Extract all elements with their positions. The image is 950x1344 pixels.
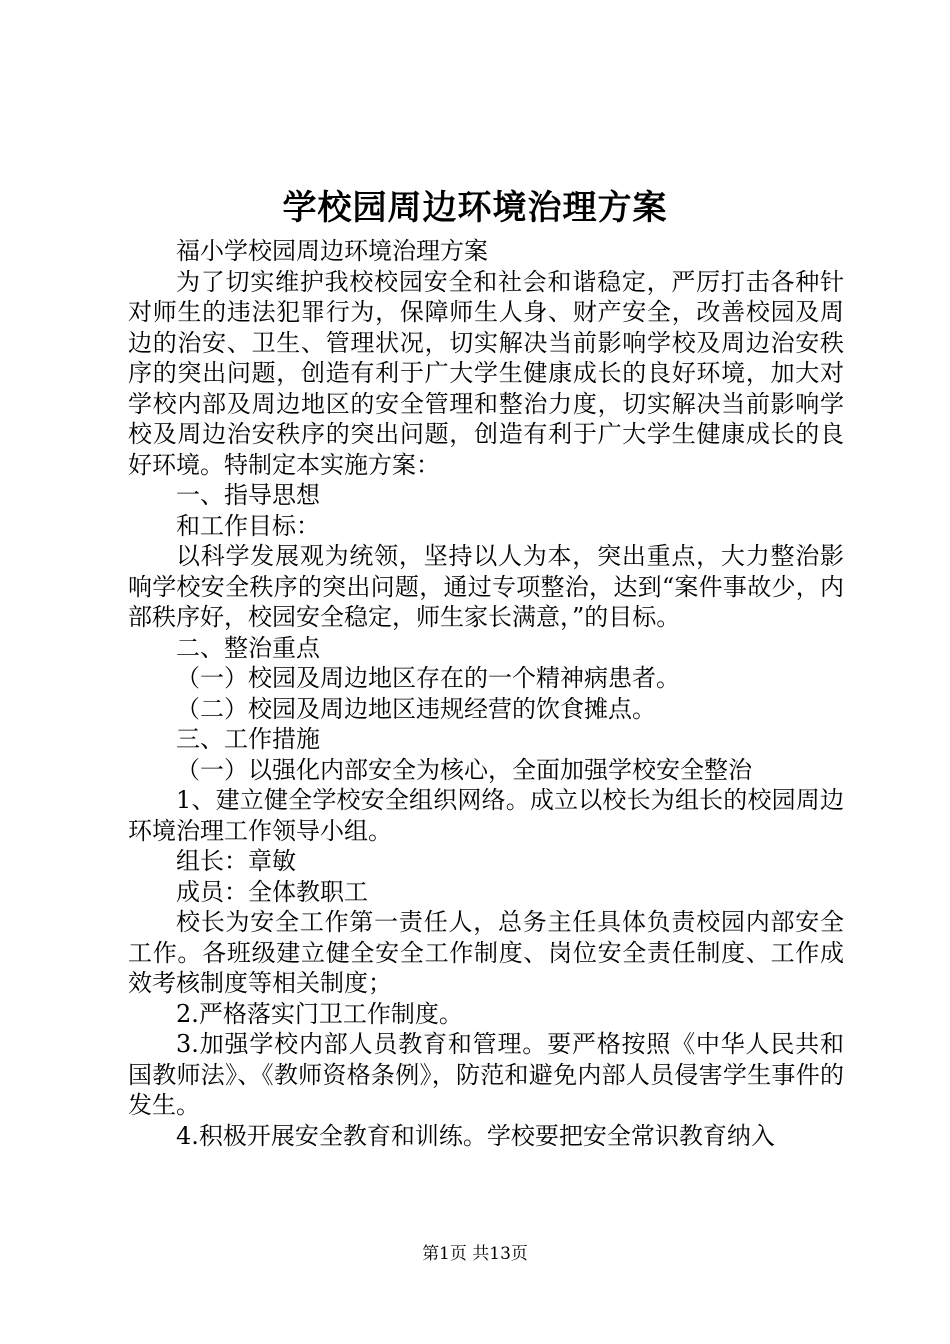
list-item-key-point-2: （二）校园及周边地区违规经营的饮食摊点。 (176, 694, 656, 723)
paragraph-intro: 为了切实维护我校校园安全和社会和谐稳定，严厉打击各种针对师生的违法犯罪行为，保障师生人身、财产安全，改善校园及周边的治安、卫生、管理状况，切实解决当前影响学校及周边治安秩序的突出问题，创造有利于广大学生健康成长的良好环境，加大对学校内部及周边地区的安全管理和整治力度，切实解决当前影响学校及周边治安秩序的突出问题，创造有利于广大学生健康成长的良好环境。特制定本实施方案： (128, 267, 844, 479)
paragraph-goal: 以科学发展观为统领，坚持以人为本，突出重点，大力整治影响学校安全秩序的突出问题，通过专项整治，达到“案件事故少，内部秩序好，校园安全稳定，师生家长满意，”的目标。 (128, 542, 844, 631)
page-footer: 第1页 共13页 (422, 1244, 528, 1264)
heading-work-goal: 和工作目标： (176, 511, 320, 540)
list-item-measure-1: 1、建立健全学校安全组织网络。成立以校长为组长的校园周边环境治理工作领导小组。 (128, 786, 844, 845)
document-body (128, 236, 844, 1151)
document-title: 学校园周边环境治理方案 (282, 188, 668, 228)
paragraph-subtitle: 福小学校园周边环境治理方案 (176, 237, 488, 265)
heading-guiding-thought: 一、指导思想 (176, 481, 320, 509)
list-item-measure-4: 4.积极开展安全教育和训练。学校要把安全常识教育纳入 (176, 1121, 775, 1150)
list-item-key-point-1: （一）校园及周边地区存在的一个精神病患者。 (176, 664, 680, 692)
list-item-measure-2: 2.严格落实门卫工作制度。 (176, 999, 463, 1028)
text-group-members: 成员：全体教职工 (176, 877, 368, 906)
text-group-leader: 组长：章敏 (176, 847, 296, 875)
list-item-measure-3: 3.加强学校内部人员教育和管理。要严格按照《中华人民共和国教师法》、《教师资格条例》，防范和避免内部人员侵害学生事件的发生。 (128, 1030, 844, 1119)
heading-work-measures: 三、工作措施 (176, 725, 320, 753)
subheading-internal-safety: （一）以强化内部安全为核心，全面加强学校安全整治 (176, 755, 752, 784)
heading-key-points: 二、整治重点 (176, 633, 320, 662)
paragraph-responsibility: 校长为安全工作第一责任人，总务主任具体负责校园内部安全工作。各班级建立健全安全工作制度、岗位安全责任制度、工作成效考核制度等相关制度； (128, 908, 844, 997)
